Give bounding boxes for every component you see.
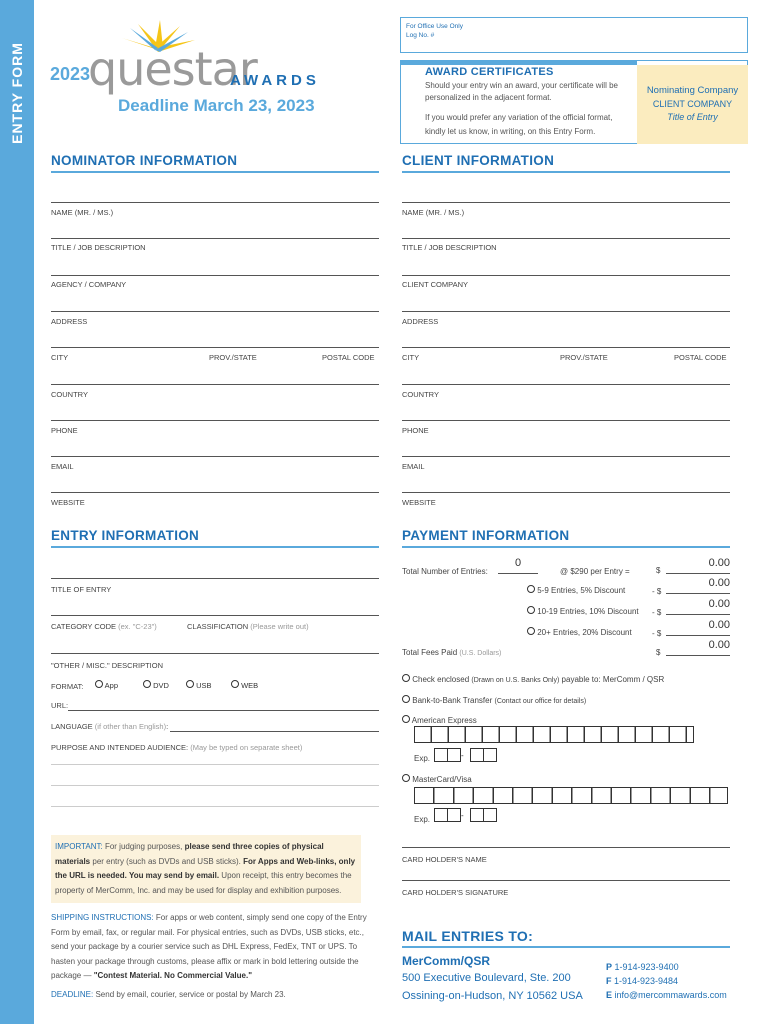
mail-company: MerComm/QSR bbox=[402, 954, 491, 968]
card-holder-name-label: CARD HOLDER'S NAME bbox=[402, 855, 487, 864]
logo-awards: AWARDS bbox=[230, 72, 320, 89]
client-country-label: COUNTRY bbox=[402, 390, 439, 399]
client-postal-label: POSTAL CODE bbox=[674, 353, 727, 362]
certificates-header-bar bbox=[401, 61, 637, 65]
nominator-rule bbox=[51, 171, 379, 173]
nominator-job-label: TITLE / JOB DESCRIPTION bbox=[51, 243, 146, 252]
entry-title-line[interactable] bbox=[51, 578, 379, 579]
nominator-website-line[interactable] bbox=[51, 492, 379, 493]
url-label: URL: bbox=[51, 701, 69, 710]
dollar-5: $ bbox=[656, 648, 661, 657]
certificates-box bbox=[400, 60, 748, 144]
payment-rule bbox=[402, 546, 730, 548]
amount-2[interactable]: 0.00 bbox=[666, 577, 730, 594]
purpose-line-3[interactable] bbox=[51, 806, 379, 807]
format-web-radio[interactable] bbox=[231, 680, 239, 688]
client-address-label: ADDRESS bbox=[402, 317, 439, 326]
category-code-label: CATEGORY CODE (ex. "C-23") bbox=[51, 622, 157, 631]
format-option-web[interactable]: WEB bbox=[231, 680, 258, 690]
mastercard-exp-box[interactable]: - bbox=[434, 808, 500, 824]
minus-dollar-3: - $ bbox=[652, 608, 662, 617]
total-entries-value[interactable]: 0 bbox=[498, 557, 538, 574]
discount-5-radio[interactable] bbox=[527, 585, 535, 593]
client-title: CLIENT INFORMATION bbox=[402, 153, 555, 168]
shipping-instructions: SHIPPING INSTRUCTIONS: For apps or web content, simply send one copy of the Entry Form by email, fax, or regular mail. For physical entries, such as DVDs, USB sticks, etc., send your package by a courier service such as DHL Express, FedEx, TNT or UPS. To hasten your package through customs, please affix or mark in bold lettering outside the package — "Contest Material. No Commercial Value." bbox=[51, 913, 367, 980]
certificates-text-2: If you would prefer any variation of the official format, kindly let us know, in writing, on this Entry Form. bbox=[425, 113, 613, 136]
amex-exp-label: Exp. bbox=[414, 754, 431, 763]
nominator-agency-line[interactable] bbox=[51, 275, 379, 276]
card-holder-signature-line[interactable] bbox=[402, 880, 730, 881]
client-website-label: WEBSITE bbox=[402, 498, 436, 507]
client-country-line[interactable] bbox=[402, 384, 730, 385]
discount-5-option[interactable]: 5-9 Entries, 5% Discount bbox=[527, 585, 625, 595]
sample-title-of-entry: Title of Entry bbox=[667, 112, 718, 122]
mail-title: MAIL ENTRIES TO: bbox=[402, 928, 534, 944]
client-website-line[interactable] bbox=[402, 492, 730, 493]
amex-card-number[interactable] bbox=[414, 726, 694, 743]
classification-label: CLASSIFICATION (Please write out) bbox=[187, 622, 309, 631]
purpose-line-1[interactable] bbox=[51, 764, 379, 765]
language-line[interactable] bbox=[170, 731, 379, 732]
purpose-line-2[interactable] bbox=[51, 785, 379, 786]
mail-rule bbox=[402, 946, 730, 948]
url-line[interactable] bbox=[68, 710, 379, 711]
important-note: IMPORTANT: For judging purposes, please send three copies of physical materials per entry (such as DVDs and USB sticks). For Apps and Web-links, only the URL is needed. You may send by email. Upon receipt, this entry becomes the property of MerComm, Inc. and may be used for display and exhibition purposes. bbox=[51, 835, 361, 903]
format-label: FORMAT: bbox=[51, 682, 84, 691]
nominator-city-line[interactable] bbox=[51, 347, 379, 348]
sample-client-company: CLIENT COMPANY bbox=[652, 99, 733, 109]
client-address-line[interactable] bbox=[402, 311, 730, 312]
mail-address-2: Ossining-on-Hudson, NY 10562 USA bbox=[402, 990, 583, 1002]
card-holder-signature-label: CARD HOLDER'S SIGNATURE bbox=[402, 888, 509, 897]
purpose-label: PURPOSE AND INTENDED AUDIENCE: (May be typed on separate sheet) bbox=[51, 743, 303, 752]
language-label: LANGUAGE (if other than English): bbox=[51, 722, 169, 731]
minus-dollar-2: - $ bbox=[652, 587, 662, 596]
format-app-radio[interactable] bbox=[95, 680, 103, 688]
client-phone-line[interactable] bbox=[402, 420, 730, 421]
entry-category-line[interactable] bbox=[51, 615, 379, 616]
mail-fax: F 1-914-923-9484 bbox=[606, 976, 679, 986]
mastercard-radio[interactable] bbox=[402, 774, 410, 782]
discount-20-radio[interactable] bbox=[527, 627, 535, 635]
nominator-agency-label: AGENCY / COMPANY bbox=[51, 280, 127, 289]
nominator-website-label: WEBSITE bbox=[51, 498, 85, 507]
bank-transfer-option[interactable]: Bank-to-Bank Transfer (Contact our office for details) bbox=[402, 695, 586, 705]
entry-title-label: TITLE OF ENTRY bbox=[51, 585, 112, 594]
amex-exp-box[interactable]: - bbox=[434, 748, 500, 764]
mail-phone: P 1-914-923-9400 bbox=[606, 962, 679, 972]
deadline-note: DEADLINE: Send by email, courier, service or postal by March 23. bbox=[51, 990, 286, 999]
mail-email[interactable]: E info@mercommawards.com bbox=[606, 990, 727, 1000]
amount-3[interactable]: 0.00 bbox=[666, 598, 730, 615]
logo-year: 2023 bbox=[50, 64, 91, 84]
nominator-country-line[interactable] bbox=[51, 384, 379, 385]
logo-brand: questar bbox=[88, 42, 257, 96]
client-name-line[interactable] bbox=[402, 202, 730, 203]
format-option-usb[interactable]: USB bbox=[186, 680, 212, 690]
nominator-title: NOMINATOR INFORMATION bbox=[51, 153, 238, 168]
certificates-text-1: Should your entry win an award, your certificate will be personalized in the adjacent format. bbox=[425, 81, 618, 102]
mastercard-exp-label: Exp. bbox=[414, 815, 431, 824]
sample-nominating-company: Nominating Company bbox=[646, 85, 739, 96]
nominator-name-line[interactable] bbox=[51, 202, 379, 203]
amount-4[interactable]: 0.00 bbox=[666, 619, 730, 636]
check-radio[interactable] bbox=[402, 674, 410, 682]
client-company-line[interactable] bbox=[402, 275, 730, 276]
nominator-address-line[interactable] bbox=[51, 311, 379, 312]
amount-1[interactable]: 0.00 bbox=[666, 557, 730, 574]
nominator-name-label: NAME (MR. / MS.) bbox=[51, 208, 114, 217]
total-entries-label: Total Number of Entries: bbox=[402, 567, 488, 576]
nominator-prov-label: PROV./STATE bbox=[209, 353, 257, 362]
payment-title: PAYMENT INFORMATION bbox=[402, 528, 570, 543]
card-holder-name-line[interactable] bbox=[402, 847, 730, 848]
sidebar-label: ENTRY FORM bbox=[9, 42, 25, 144]
client-phone-label: PHONE bbox=[402, 426, 429, 435]
nominator-phone-line[interactable] bbox=[51, 420, 379, 421]
client-city-label: CITY bbox=[402, 353, 420, 362]
entry-rule bbox=[51, 546, 379, 548]
format-option-dvd[interactable]: DVD bbox=[143, 680, 169, 690]
check-option[interactable]: Check enclosed (Drawn on U.S. Banks Only) payable to: MerComm / QSR bbox=[402, 674, 664, 684]
discount-20-option[interactable]: 20+ Entries, 20% Discount bbox=[527, 627, 632, 637]
client-job-label: TITLE / JOB DESCRIPTION bbox=[402, 243, 497, 252]
nominator-email-label: EMAIL bbox=[51, 462, 74, 471]
dollar-1: $ bbox=[656, 566, 661, 575]
format-dvd-radio[interactable] bbox=[143, 680, 151, 688]
other-description-label: "OTHER / MISC." DESCRIPTION bbox=[51, 661, 163, 670]
client-company-label: CLIENT COMPANY bbox=[402, 280, 468, 289]
amount-total[interactable]: 0.00 bbox=[666, 639, 730, 656]
discount-10-option[interactable]: 10-19 Entries, 10% Discount bbox=[527, 606, 639, 616]
nominator-postal-label: POSTAL CODE bbox=[322, 353, 375, 362]
client-city-line[interactable] bbox=[402, 347, 730, 348]
entry-title: ENTRY INFORMATION bbox=[51, 528, 200, 543]
amex-option[interactable]: American Express bbox=[402, 715, 477, 725]
mail-address-1: 500 Executive Boulevard, Ste. 200 bbox=[402, 972, 571, 984]
total-fees-label: Total Fees Paid (U.S. Dollars) bbox=[402, 648, 502, 657]
nominator-address-label: ADDRESS bbox=[51, 317, 88, 326]
client-email-line[interactable] bbox=[402, 456, 730, 457]
certificates-title: AWARD CERTIFICATES bbox=[425, 66, 554, 78]
format-option-app[interactable]: App bbox=[95, 680, 118, 690]
client-name-label: NAME (MR. / MS.) bbox=[402, 208, 465, 217]
entry-other-line[interactable] bbox=[51, 653, 379, 654]
log-number-label: Log No. # bbox=[406, 32, 435, 39]
nominator-city-label: CITY bbox=[51, 353, 69, 362]
logo bbox=[50, 20, 350, 100]
client-prov-label: PROV./STATE bbox=[560, 353, 608, 362]
mastercard-card-number[interactable] bbox=[414, 787, 728, 804]
office-use-label: For Office Use Only bbox=[406, 23, 463, 30]
per-entry-label: @ $290 per Entry = bbox=[560, 567, 630, 576]
minus-dollar-4: - $ bbox=[652, 629, 662, 638]
client-job-line[interactable] bbox=[402, 238, 730, 239]
discount-10-radio[interactable] bbox=[527, 606, 535, 614]
office-use-box bbox=[400, 17, 748, 53]
nominator-country-label: COUNTRY bbox=[51, 390, 88, 399]
certificate-sample bbox=[637, 65, 748, 144]
deadline-heading: Deadline March 23, 2023 bbox=[118, 96, 315, 115]
format-usb-radio[interactable] bbox=[186, 680, 194, 688]
nominator-phone-label: PHONE bbox=[51, 426, 78, 435]
client-rule bbox=[402, 171, 730, 173]
nominator-job-line[interactable] bbox=[51, 238, 379, 239]
nominator-email-line[interactable] bbox=[51, 456, 379, 457]
amex-radio[interactable] bbox=[402, 715, 410, 723]
bank-transfer-radio[interactable] bbox=[402, 695, 410, 703]
mastercard-option[interactable]: MasterCard/Visa bbox=[402, 774, 472, 784]
client-email-label: EMAIL bbox=[402, 462, 425, 471]
